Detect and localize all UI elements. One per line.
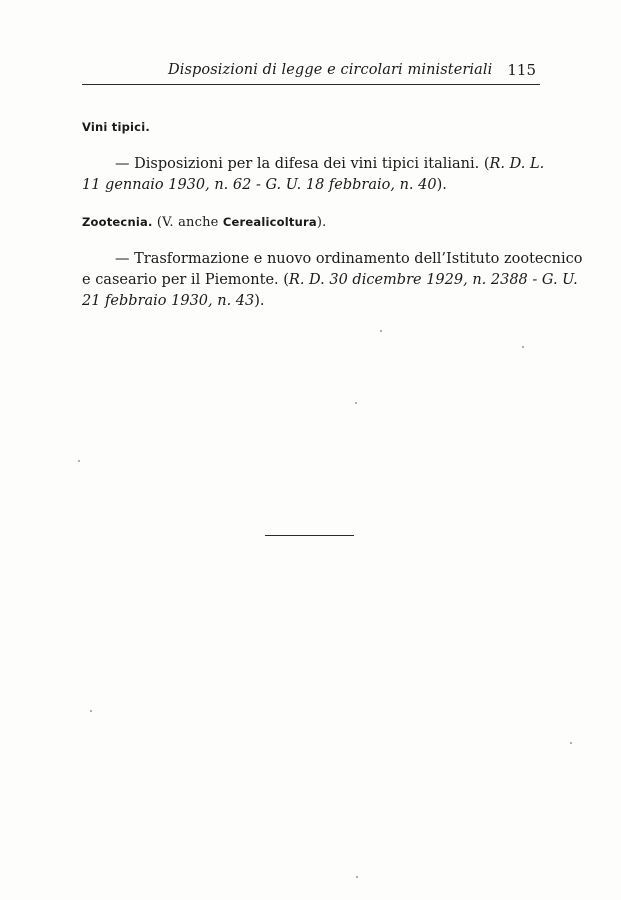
scan-speck xyxy=(522,346,524,348)
entry-text: — Trasformazione e nuovo ordinamento dell’Istituto zootecnico xyxy=(115,251,583,267)
entry-line xyxy=(82,154,545,175)
citation-text: R. D. L. xyxy=(489,156,545,172)
scan-speck xyxy=(380,330,382,332)
entry-paragraph xyxy=(82,154,545,196)
citation-text: 11 gennaio 1930, n. 62 - G. U. 18 febbraio, n. 40 xyxy=(82,177,437,193)
scan-speck xyxy=(90,710,92,712)
entry-line xyxy=(82,249,583,270)
entry-text: ). xyxy=(436,177,447,193)
cross-reference: Cerealicoltura xyxy=(222,215,317,229)
citation-text: R. D. 30 dicembre 1929, n. 2388 - G. U. xyxy=(288,272,578,288)
section-vini-tipici xyxy=(82,117,545,196)
entry-line xyxy=(82,270,578,291)
end-rule xyxy=(265,535,354,536)
page-number: 115 xyxy=(507,61,536,79)
entry-text: — Disposizioni per la difesa dei vini tipici italiani. ( xyxy=(115,156,490,172)
entry-line xyxy=(82,175,542,196)
entry-line xyxy=(82,291,542,312)
entry-paragraph xyxy=(82,249,583,312)
entry-text: e caseario per il Piemonte. ( xyxy=(82,272,289,288)
scan-speck xyxy=(355,402,357,404)
running-header xyxy=(82,60,540,85)
section-heading xyxy=(82,117,542,138)
citation-text: 21 febbraio 1930, n. 43 xyxy=(82,293,255,309)
scan-speck xyxy=(78,460,80,462)
section-heading xyxy=(82,212,542,233)
scan-speck xyxy=(356,876,358,878)
scan-speck xyxy=(570,742,572,744)
heading-note: (V. anche xyxy=(152,215,223,230)
heading-text: Zootecnia. xyxy=(82,215,153,229)
heading-note-close: ). xyxy=(316,215,327,230)
section-zootecnia xyxy=(82,212,583,312)
entry-text: ). xyxy=(254,293,265,309)
heading-text: Vini tipici. xyxy=(82,120,150,134)
running-title: Disposizioni di legge e circolari ministeriali xyxy=(168,62,493,78)
